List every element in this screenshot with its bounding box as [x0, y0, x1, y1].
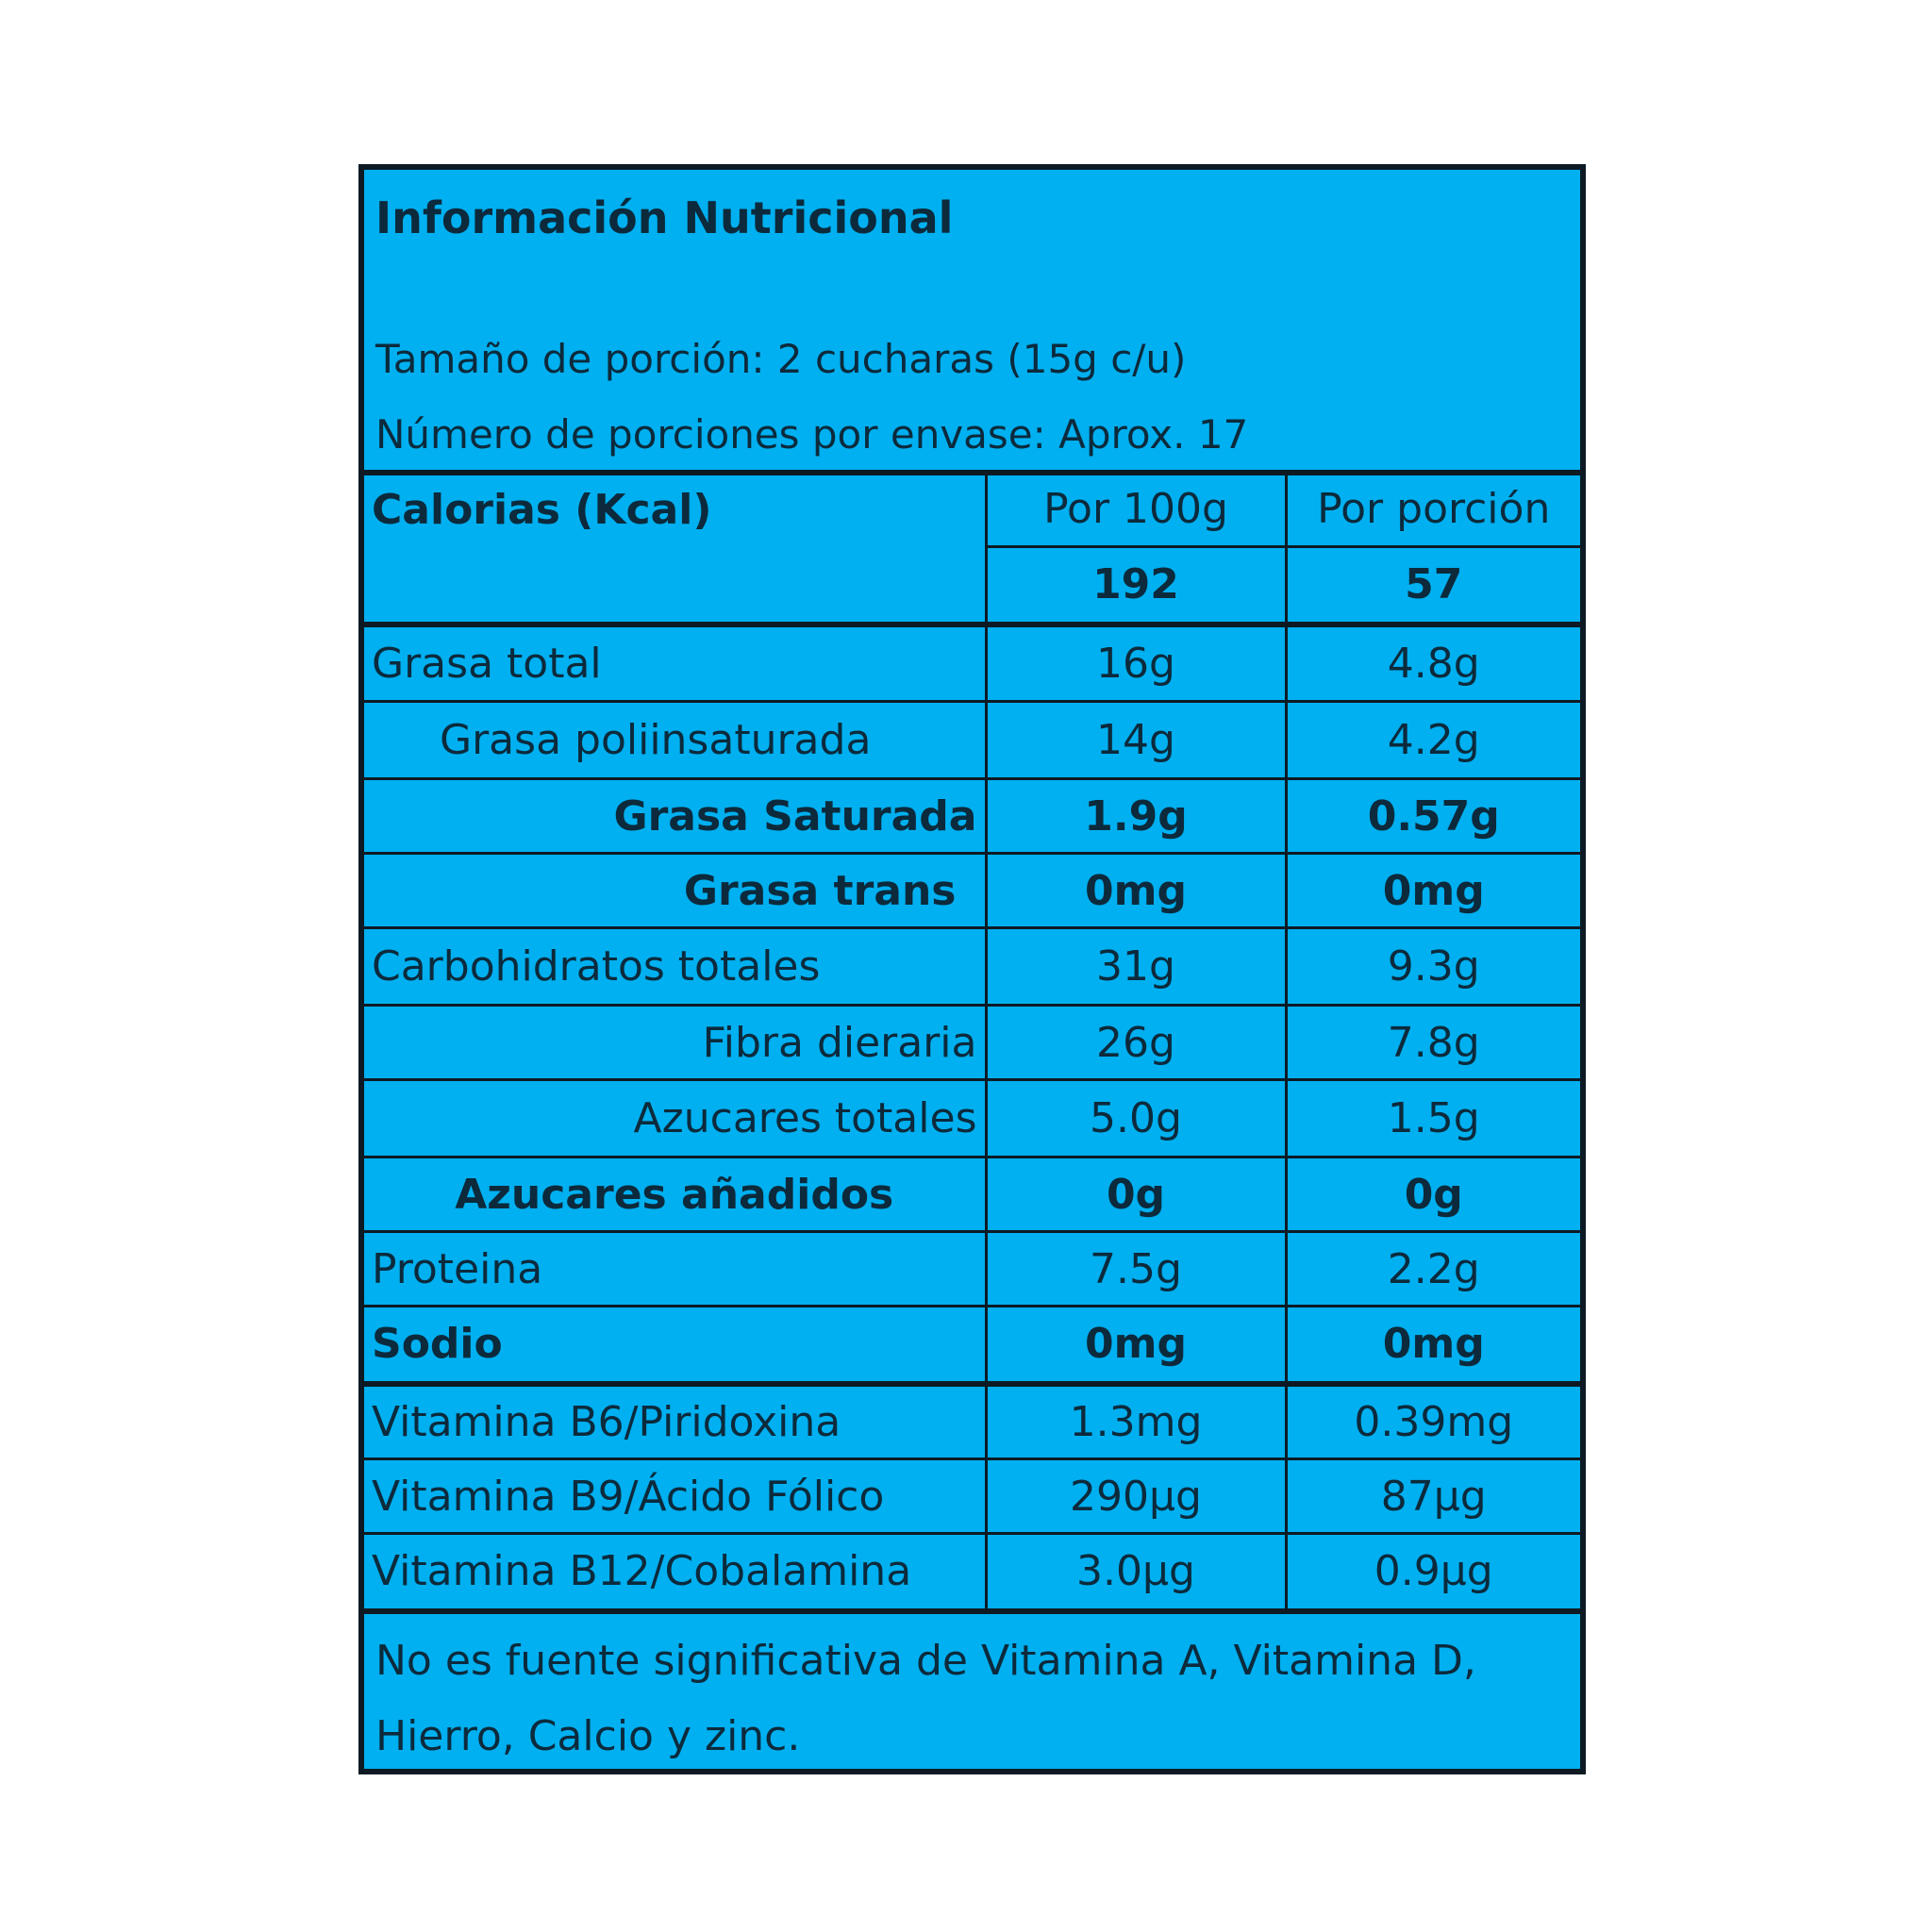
vitamin-per-serving: 87µg — [1286, 1459, 1580, 1534]
vitamin-per-100g: 290µg — [986, 1459, 1286, 1534]
vitamin-name: Vitamina B6/Piridoxina — [364, 1384, 986, 1459]
nutrient-per-serving: 0mg — [1286, 1307, 1580, 1384]
vitamin-row — [364, 1459, 1580, 1534]
nutrient-row — [364, 1158, 1580, 1232]
nutrient-per-serving: 2.2g — [1286, 1232, 1580, 1307]
nutrient-name: Azucares totales — [364, 1080, 986, 1158]
nutrient-row — [364, 1006, 1580, 1080]
column-header-per-100g: Por 100g — [986, 472, 1286, 547]
vitamin-name: Vitamina B9/Ácido Fólico — [364, 1459, 986, 1534]
nutrition-table — [364, 470, 1580, 1782]
nutrient-per-100g: 16g — [986, 625, 1286, 702]
nutrient-per-100g: 31g — [986, 928, 1286, 1006]
vitamin-row — [364, 1384, 1580, 1459]
footnote-row — [364, 1611, 1580, 1782]
vitamin-name: Vitamina B12/Cobalamina — [364, 1534, 986, 1611]
nutrient-name: Grasa trans — [364, 854, 986, 928]
vitamin-per-100g: 1.3mg — [986, 1384, 1286, 1459]
nutrient-per-serving: 4.2g — [1286, 702, 1580, 779]
nutrient-per-100g: 26g — [986, 1006, 1286, 1080]
serving-size-text: Tamaño de porción: 2 cucharas (15g c/u) — [375, 336, 1187, 382]
nutrient-row — [364, 928, 1580, 1006]
nutrient-name: Sodio — [364, 1307, 986, 1384]
vitamin-per-serving: 0.39mg — [1286, 1384, 1580, 1459]
servings-per-container-text: Número de porciones por envase: Aprox. 17 — [375, 411, 1249, 458]
nutrient-row — [364, 1232, 1580, 1307]
vitamin-per-100g: 3.0µg — [986, 1534, 1286, 1611]
nutrient-per-serving: 0g — [1286, 1158, 1580, 1232]
calories-per-100g: 192 — [986, 547, 1286, 625]
nutrient-row — [364, 854, 1580, 928]
vitamin-row — [364, 1534, 1580, 1611]
nutrient-row — [364, 625, 1580, 702]
vitamin-per-serving: 0.9µg — [1286, 1534, 1580, 1611]
nutrient-per-serving: 0.57g — [1286, 779, 1580, 854]
nutrient-per-100g: 14g — [986, 702, 1286, 779]
nutrient-name: Grasa Saturada — [364, 779, 986, 854]
nutrient-per-serving: 0mg — [1286, 854, 1580, 928]
nutrient-row — [364, 1307, 1580, 1384]
calories-per-serving: 57 — [1286, 547, 1580, 625]
nutrient-name: Carbohidratos totales — [364, 928, 986, 1006]
nutrient-row — [364, 1080, 1580, 1158]
nutrient-per-100g: 0g — [986, 1158, 1286, 1232]
nutrition-facts-panel — [358, 164, 1586, 1774]
nutrient-per-100g: 7.5g — [986, 1232, 1286, 1307]
nutrient-per-100g: 5.0g — [986, 1080, 1286, 1158]
nutrient-per-100g: 1.9g — [986, 779, 1286, 854]
nutrient-per-serving: 7.8g — [1286, 1006, 1580, 1080]
nutrient-name: Azucares añadidos — [364, 1158, 986, 1232]
calories-header-row — [364, 472, 1580, 547]
nutrient-per-serving: 9.3g — [1286, 928, 1580, 1006]
panel-header — [364, 170, 1580, 475]
nutrient-name: Grasa poliinsaturada — [364, 702, 986, 779]
nutrient-name: Grasa total — [364, 625, 986, 702]
nutrient-per-serving: 4.8g — [1286, 625, 1580, 702]
footnote-text: No es fuente significativa de Vitamina A, Vitamina D, Hierro, Calcio y zinc. — [364, 1611, 1580, 1782]
nutrient-per-100g: 0mg — [986, 1307, 1286, 1384]
nutrient-name: Fibra dieraria — [364, 1006, 986, 1080]
nutrient-row — [364, 702, 1580, 779]
nutrient-row — [364, 779, 1580, 854]
calories-label: Calorias (Kcal) — [364, 472, 986, 625]
panel-title: Información Nutricional — [375, 192, 954, 243]
column-header-per-serving: Por porción — [1286, 472, 1580, 547]
nutrient-per-serving: 1.5g — [1286, 1080, 1580, 1158]
nutrient-name: Proteina — [364, 1232, 986, 1307]
nutrient-per-100g: 0mg — [986, 854, 1286, 928]
